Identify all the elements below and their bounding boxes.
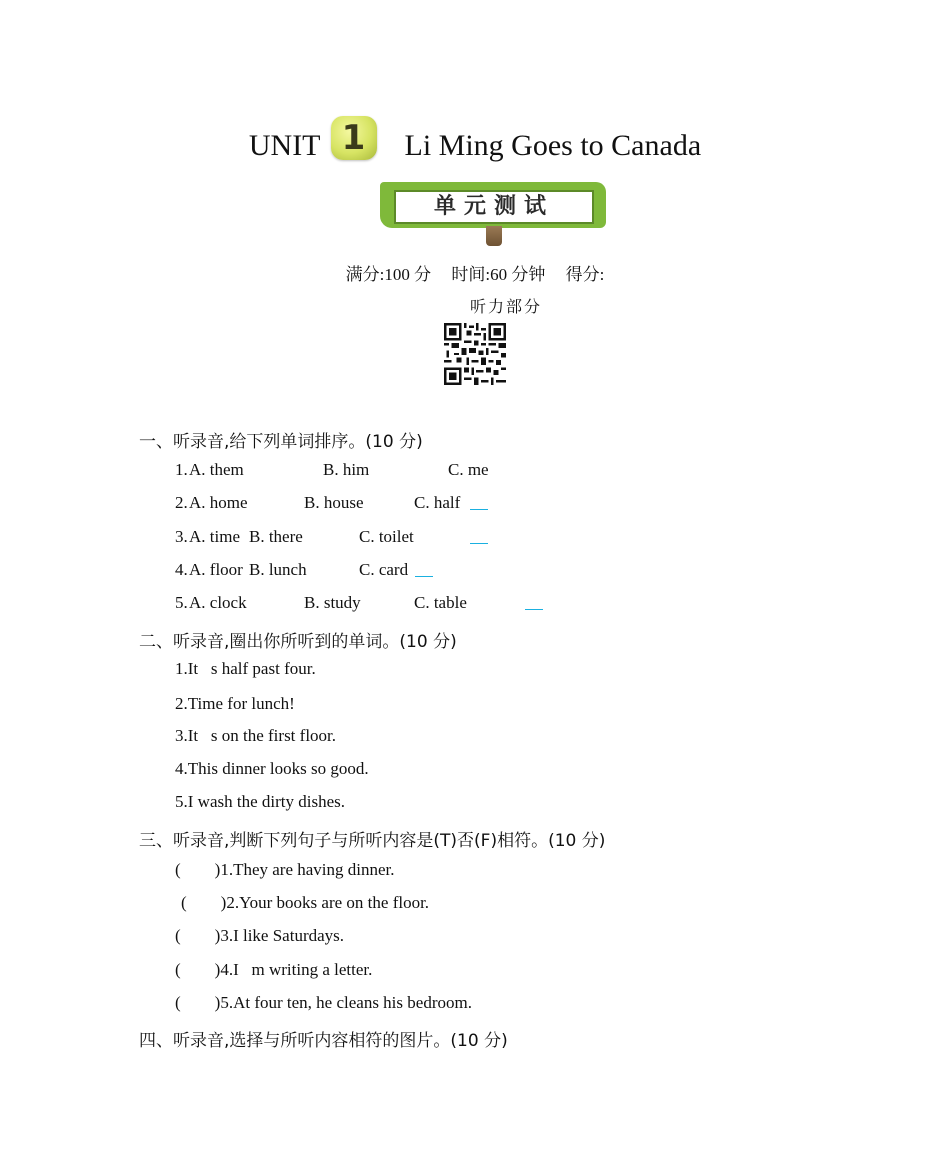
option-c: C. card <box>359 560 409 579</box>
exam-meta <box>0 260 950 285</box>
option-a: A. time <box>189 527 240 546</box>
section-1-heading: 一、听录音,给下列单词排序。(10 分) <box>139 432 423 452</box>
list-item: 2.Time for lunch! <box>175 694 295 713</box>
true-false-item[interactable]: ( )4.I m writing a letter. <box>175 960 373 979</box>
unit-name: Li Ming Goes to Canada <box>404 129 702 162</box>
option-c: C. toilet <box>359 527 414 546</box>
option-b: B. study <box>304 593 361 612</box>
list-item: 1.It s half past four. <box>175 659 316 678</box>
option-a: A. home <box>189 493 248 512</box>
true-false-item[interactable]: ( )2.Your books are on the floor. <box>181 893 430 912</box>
option-c: C. me <box>448 460 489 479</box>
list-item: 4.This dinner looks so good. <box>175 759 369 778</box>
true-false-item[interactable]: ( )3.I like Saturdays. <box>175 926 345 945</box>
section-3-heading: 三、听录音,判断下列句子与所听内容是(T)否(F)相符。(10 分) <box>139 831 606 851</box>
option-c: C. table <box>414 593 467 612</box>
option-b: B. there <box>249 527 303 546</box>
answer-blank[interactable] <box>525 597 543 610</box>
section-2-heading: 二、听录音,圈出你所听到的单词。(10 分) <box>139 632 457 652</box>
unit-test-banner <box>380 182 608 246</box>
answer-blank[interactable] <box>470 531 488 544</box>
unit-label: UNIT <box>248 129 321 162</box>
answer-blank[interactable] <box>415 564 433 577</box>
time-limit: 时间:60 分钟 <box>451 265 546 284</box>
option-a: A. floor <box>189 560 243 579</box>
banner-text: 单元测试 <box>394 190 594 224</box>
option-c: C. half <box>414 493 461 512</box>
option-b: B. lunch <box>249 560 307 579</box>
section-4-heading: 四、听录音,选择与所听内容相符的图片。(10 分) <box>139 1031 508 1051</box>
page-title <box>0 118 950 168</box>
score-field: 得分: <box>565 265 605 284</box>
unit-number-badge: 1 <box>331 116 377 160</box>
option-b: B. house <box>304 493 364 512</box>
listening-part-label: 听力部分 <box>470 297 543 316</box>
qr-code-icon[interactable] <box>444 323 506 385</box>
answer-blank[interactable] <box>470 497 488 510</box>
option-a: A. them <box>189 460 244 479</box>
true-false-item[interactable]: ( )1.They are having dinner. <box>175 860 395 879</box>
list-item: 5.I wash the dirty dishes. <box>175 792 345 811</box>
banner-post <box>486 226 502 246</box>
list-item: 3.It s on the first floor. <box>175 726 337 745</box>
option-b: B. him <box>323 460 370 479</box>
true-false-item[interactable]: ( )5.At four ten, he cleans his bedroom. <box>175 993 472 1012</box>
option-a: A. clock <box>189 593 247 612</box>
full-score: 满分:100 分 <box>345 265 432 284</box>
